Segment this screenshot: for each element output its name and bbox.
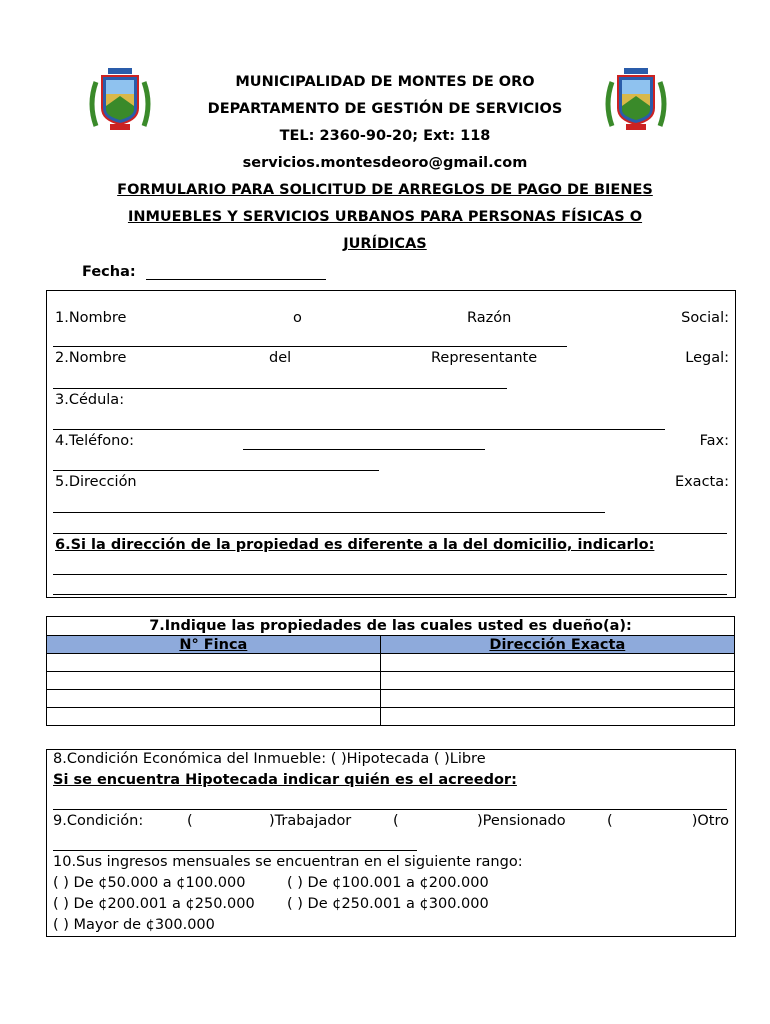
column-header-finca: N° Finca — [47, 636, 381, 654]
column-header-direccion: Dirección Exacta — [380, 636, 734, 654]
range-200k-250k[interactable]: ( ) De ¢200.001 a ¢250.000 — [53, 896, 255, 912]
representante-legal: Legal: — [685, 350, 729, 366]
range-50k-100k[interactable]: ( ) De ¢50.000 a ¢100.000 — [53, 875, 246, 891]
finca-cell[interactable] — [47, 690, 381, 708]
acreedor-field[interactable] — [53, 809, 727, 810]
direccion-field-1[interactable] — [53, 512, 605, 513]
direccion-cell[interactable] — [380, 708, 734, 726]
nombre-o: o — [293, 310, 302, 326]
form-title-line-1: FORMULARIO PARA SOLICITUD DE ARREGLOS DE PAGO DE BIENES — [117, 182, 653, 198]
fax-label: Fax: — [699, 433, 729, 449]
table-row — [47, 654, 735, 672]
nombre-social: Social: — [681, 310, 729, 326]
nombre-razon: Razón — [467, 310, 512, 326]
trabajador-option: )Trabajador — [269, 813, 352, 829]
economic-section — [46, 749, 736, 937]
direccion-diferente-label: 6.Si la dirección de la propiedad es diferente a la del domicilio, indicarlo: — [55, 537, 655, 553]
fecha-field[interactable] — [146, 279, 326, 280]
finca-cell[interactable] — [47, 672, 381, 690]
direccion-field-2[interactable] — [53, 533, 727, 534]
cedula-field[interactable] — [53, 429, 665, 430]
finca-cell[interactable] — [47, 708, 381, 726]
direccion-label: 5.Dirección — [55, 474, 137, 490]
finca-cell[interactable] — [47, 654, 381, 672]
form-title-line-2: INMUEBLES Y SERVICIOS URBANOS PARA PERSONAS FÍSICAS O — [127, 209, 643, 225]
pensionado-paren[interactable]: ( — [393, 813, 399, 829]
table-row — [47, 708, 735, 726]
phone-line: TEL: 2360-90-20; Ext: 118 — [279, 128, 491, 144]
representante-field[interactable] — [53, 388, 507, 389]
representante-del: del — [269, 350, 292, 366]
direccion-cell[interactable] — [380, 672, 734, 690]
pensionado-option: )Pensionado — [477, 813, 566, 829]
range-100k-200k[interactable]: ( ) De ¢100.001 a ¢200.000 — [287, 875, 489, 891]
condicion-label: 9.Condición: — [53, 813, 144, 829]
direccion-exacta: Exacta: — [674, 474, 729, 490]
table-row — [47, 690, 735, 708]
range-250k-300k[interactable]: ( ) De ¢250.001 a ¢300.000 — [287, 896, 489, 912]
telefono-field[interactable] — [243, 449, 485, 450]
representante-label: 2.Nombre — [55, 350, 127, 366]
properties-title: 7.Indique las propiedades de las cuales usted es dueño(a): — [47, 617, 735, 636]
fax-field[interactable] — [53, 470, 379, 471]
form-title-line-3: JURÍDICAS — [343, 236, 427, 252]
department-name: DEPARTAMENTO DE GESTIÓN DE SERVICIOS — [207, 101, 563, 117]
range-over-300k[interactable]: ( ) Mayor de ¢300.000 — [53, 917, 215, 933]
email-line: servicios.montesdeoro@gmail.com — [242, 155, 528, 171]
cedula-label: 3.Cédula: — [55, 392, 125, 408]
acreedor-label: Si se encuentra Hipotecada indicar quién es el acreedor: — [53, 772, 517, 788]
ingresos-label: 10.Sus ingresos mensuales se encuentran en el siguiente rango: — [53, 854, 523, 870]
municipality-name: MUNICIPALIDAD DE MONTES DE ORO — [235, 74, 535, 90]
condicion-field[interactable] — [53, 850, 417, 851]
trabajador-paren[interactable]: ( — [187, 813, 193, 829]
fecha-label: Fecha: — [82, 264, 136, 280]
nombre-label: 1.Nombre — [55, 310, 127, 326]
applicant-section — [46, 290, 736, 598]
representante-word: Representante — [431, 350, 538, 366]
table-row — [47, 672, 735, 690]
direccion-diferente-field-2[interactable] — [53, 594, 727, 595]
telefono-label: 4.Teléfono: — [55, 433, 135, 449]
properties-table — [46, 616, 735, 726]
otro-paren[interactable]: ( — [607, 813, 613, 829]
direccion-diferente-field-1[interactable] — [53, 574, 727, 575]
direccion-cell[interactable] — [380, 690, 734, 708]
otro-option: )Otro — [691, 813, 729, 829]
nombre-field[interactable] — [53, 346, 567, 347]
condicion-economica-label: 8.Condición Económica del Inmueble: ( )Hipotecada ( )Libre — [53, 751, 486, 767]
direccion-cell[interactable] — [380, 654, 734, 672]
